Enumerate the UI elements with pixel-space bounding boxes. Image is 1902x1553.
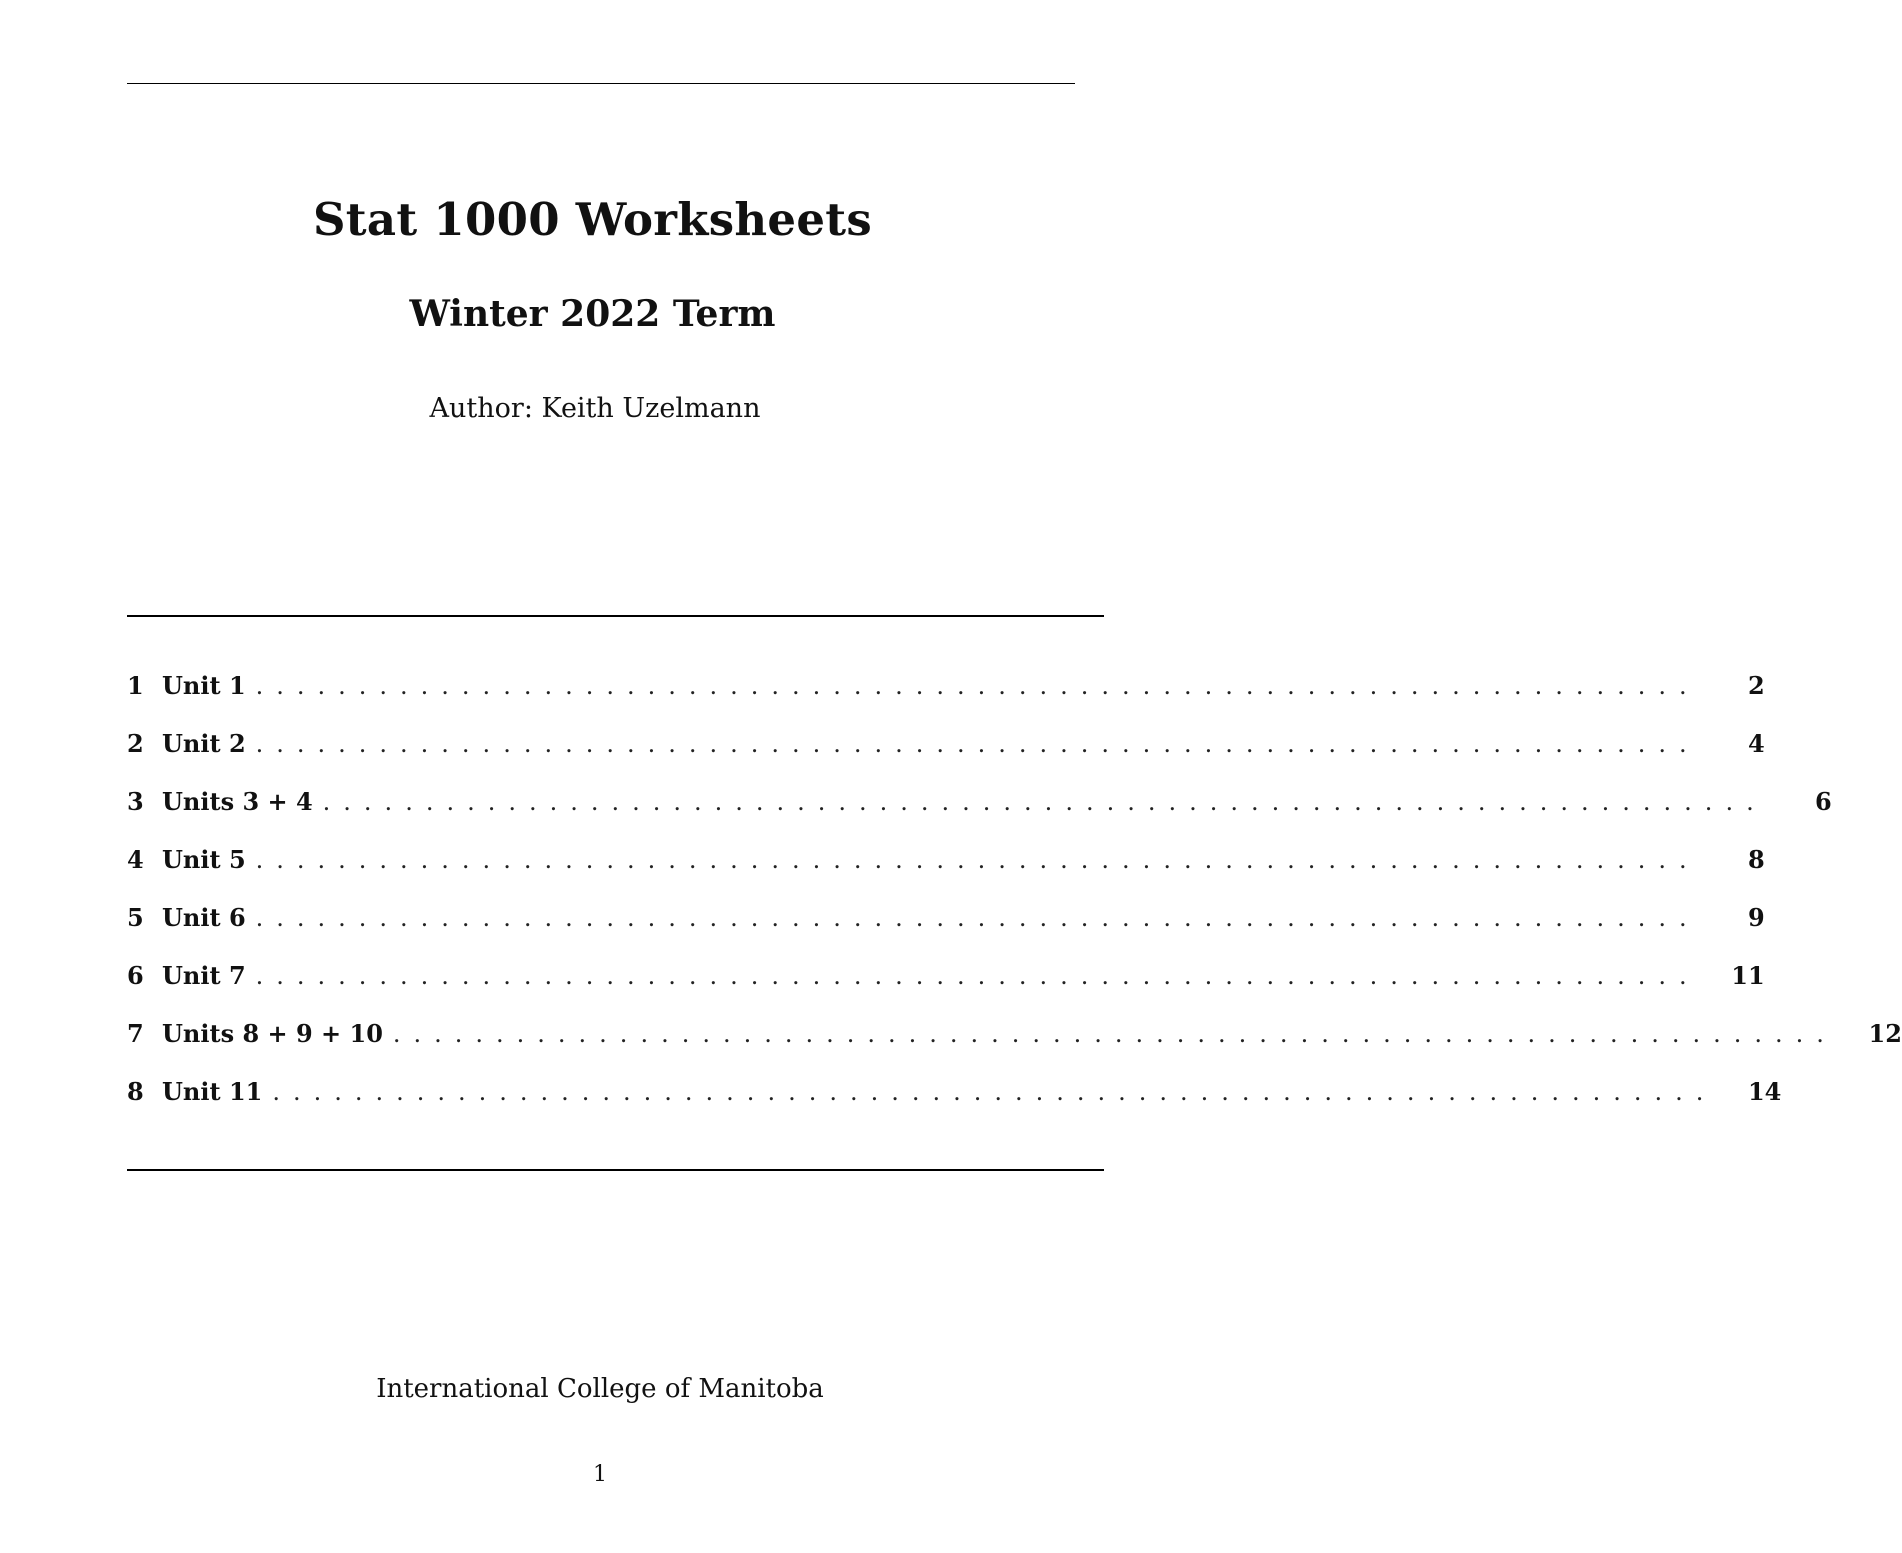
toc-entry-label: Unit 11 [162,1077,263,1106]
toc-entry-label: Unit 7 [162,961,246,990]
toc-entry[interactable] [127,1016,1902,1074]
toc-entry-page: 4 [1747,729,1765,758]
toc-entry[interactable] [127,958,1765,1016]
header-rule [127,83,1075,84]
toc-entry-number: 8 [127,1077,144,1106]
toc-entry-label: Unit 5 [162,845,246,874]
institution-name: International College of Manitoba [376,1374,824,1404]
toc-entry[interactable] [127,726,1765,784]
toc-top-rule [127,615,1104,617]
toc-leader-dots: ...................................................................... [255,672,1700,700]
toc-entry-label: Unit 1 [162,671,246,700]
toc-leader-dots: ...................................................................... [272,1078,1717,1106]
page-number: 1 [593,1462,607,1487]
toc-entry-number: 3 [127,787,144,816]
toc-entry[interactable] [127,784,1832,842]
toc-entry-page: 9 [1747,903,1765,932]
toc-entry[interactable] [127,900,1765,958]
toc-bottom-rule [127,1169,1104,1171]
toc-entry-number: 5 [127,903,144,932]
toc-entry-page: 8 [1747,845,1765,874]
toc-entry[interactable] [127,668,1765,726]
toc-entry-number: 7 [127,1019,144,1048]
toc-entry-label: Unit 6 [162,903,246,932]
toc-entry-number: 4 [127,845,144,874]
toc-entry-number: 2 [127,729,144,758]
table-of-contents [127,668,1902,1132]
toc-leader-dots: ...................................................................... [255,904,1700,932]
toc-entry-label: Unit 2 [162,729,246,758]
toc-leader-dots: ...................................................................... [255,846,1700,874]
toc-entry[interactable] [127,1074,1782,1132]
toc-entry-page: 2 [1747,671,1765,700]
toc-leader-dots: ...................................................................... [255,730,1700,758]
toc-entry-label: Units 8 + 9 + 10 [162,1019,383,1048]
document-title: Stat 1000 Worksheets [312,193,872,246]
toc-entry-page: 6 [1815,787,1832,816]
toc-entry[interactable] [127,842,1765,900]
toc-entry-number: 6 [127,961,144,990]
toc-entry-page: 12 [1868,1019,1902,1048]
toc-entry-page: 11 [1731,961,1765,990]
document-author: Author: Keith Uzelmann [429,393,761,424]
toc-leader-dots: ...................................................................... [322,788,1767,816]
document-subtitle: Winter 2022 Term [409,293,776,335]
toc-leader-dots: ...................................................................... [255,962,1700,990]
toc-entry-page: 14 [1747,1077,1782,1106]
toc-entry-number: 1 [127,671,144,700]
toc-entry-label: Units 3 + 4 [162,787,313,816]
toc-leader-dots: ...................................................................... [392,1020,1837,1048]
